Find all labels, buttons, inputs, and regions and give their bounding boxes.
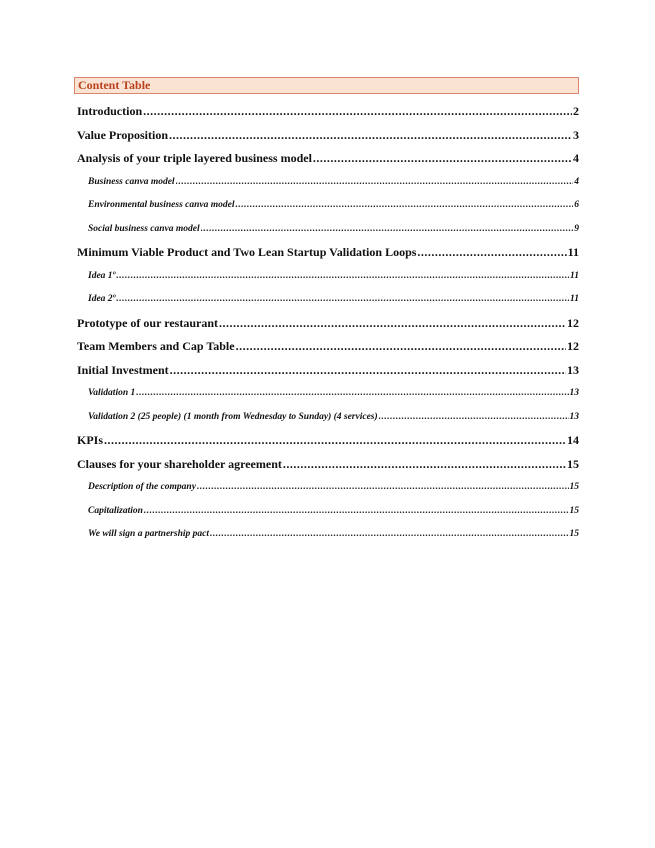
toc-dot-leader [144, 500, 569, 524]
toc-subentry[interactable] [77, 382, 579, 406]
toc-entry-page: 4 [574, 176, 579, 187]
toc-entry[interactable] [77, 100, 579, 124]
toc-subentry[interactable] [77, 265, 579, 289]
toc-dot-leader [136, 382, 568, 406]
toc-subentry[interactable] [77, 171, 579, 195]
toc-entry-title: Introduction [77, 104, 143, 118]
toc-entry[interactable] [77, 147, 579, 171]
toc-dot-leader [283, 453, 566, 477]
toc-entry-title: Prototype of our restaurant [77, 315, 218, 330]
toc-entry-page: 3 [573, 127, 579, 142]
toc-entry-page: 2 [573, 104, 579, 118]
toc-entry-page: 15 [569, 529, 579, 539]
toc-entry-title: Idea 1º [88, 270, 116, 281]
toc-entry-title: Clauses for your shareholder agreement [77, 456, 282, 471]
toc-entry-page: 11 [570, 294, 579, 304]
toc-subentry[interactable] [77, 476, 579, 500]
toc-entry-title: Initial Investment [77, 362, 169, 377]
toc-entry-page: 15 [569, 482, 579, 492]
toc-dot-leader [235, 194, 573, 218]
toc-dot-leader [417, 241, 566, 265]
toc-entry-title: Social business canva model [88, 223, 200, 234]
toc-dot-leader [219, 312, 566, 336]
toc-entry-page: 12 [567, 339, 579, 353]
toc-entry-page: 13 [569, 388, 579, 398]
toc-dot-leader [170, 359, 566, 383]
toc-subentry[interactable] [77, 406, 579, 430]
toc-entry-title: KPIs [77, 433, 104, 447]
toc-entry[interactable] [77, 453, 579, 477]
toc-entry[interactable] [77, 124, 579, 148]
toc-entry[interactable] [77, 359, 579, 383]
toc-entry-page: 11 [570, 270, 579, 281]
toc-entry-title: Team Members and Cap Table [77, 339, 235, 353]
toc-dot-leader [313, 147, 572, 171]
table-of-contents [77, 100, 579, 547]
toc-entry[interactable] [77, 312, 579, 336]
toc-entry-page: 11 [567, 245, 579, 259]
toc-entry-page: 9 [574, 223, 579, 234]
toc-entry-page: 13 [569, 411, 579, 422]
toc-dot-leader [201, 218, 574, 242]
toc-entry-title: Value Proposition [77, 127, 169, 142]
toc-entry-title: Capitalization [88, 505, 143, 516]
toc-entry-page: 14 [567, 433, 579, 447]
toc-dot-leader [176, 171, 574, 195]
toc-entry-page: 15 [567, 456, 579, 471]
toc-dot-leader [169, 124, 572, 148]
toc-entry-title: Minimum Viable Product and Two Lean Startup Validation Loops [77, 245, 417, 259]
toc-subentry[interactable] [77, 288, 579, 312]
toc-entry-page: 15 [569, 505, 579, 516]
toc-heading: Content Table [74, 77, 579, 94]
toc-dot-leader [143, 100, 572, 124]
toc-dot-leader [210, 523, 569, 547]
toc-entry-title: Validation 2 (25 people) (1 month from Wednesday to Sunday) (4 services) [88, 411, 378, 422]
toc-entry[interactable] [77, 335, 579, 359]
toc-subentry[interactable] [77, 500, 579, 524]
toc-subentry[interactable] [77, 523, 579, 547]
toc-subentry[interactable] [77, 218, 579, 242]
toc-subentry[interactable] [77, 194, 579, 218]
toc-entry-title: Analysis of your triple layered business model [77, 151, 312, 165]
toc-entry-page: 4 [573, 151, 579, 165]
toc-dot-leader [104, 429, 566, 453]
toc-dot-leader [236, 335, 566, 359]
toc-entry[interactable] [77, 429, 579, 453]
toc-entry-title: Idea 2º [88, 294, 116, 304]
toc-entry-title: Description of the company [88, 482, 196, 492]
toc-entry-page: 13 [567, 362, 579, 377]
toc-entry-title: Validation 1 [88, 388, 136, 398]
toc-dot-leader [116, 265, 569, 289]
toc-entry-page: 12 [567, 315, 579, 330]
toc-dot-leader [379, 406, 569, 430]
toc-dot-leader [116, 288, 569, 312]
toc-entry-title: We will sign a partnership pact [88, 529, 209, 539]
toc-entry[interactable] [77, 241, 579, 265]
toc-dot-leader [197, 476, 569, 500]
toc-entry-title: Business canva model [88, 176, 175, 187]
toc-entry-title: Environmental business canva model [88, 200, 235, 210]
toc-entry-page: 6 [574, 200, 579, 210]
